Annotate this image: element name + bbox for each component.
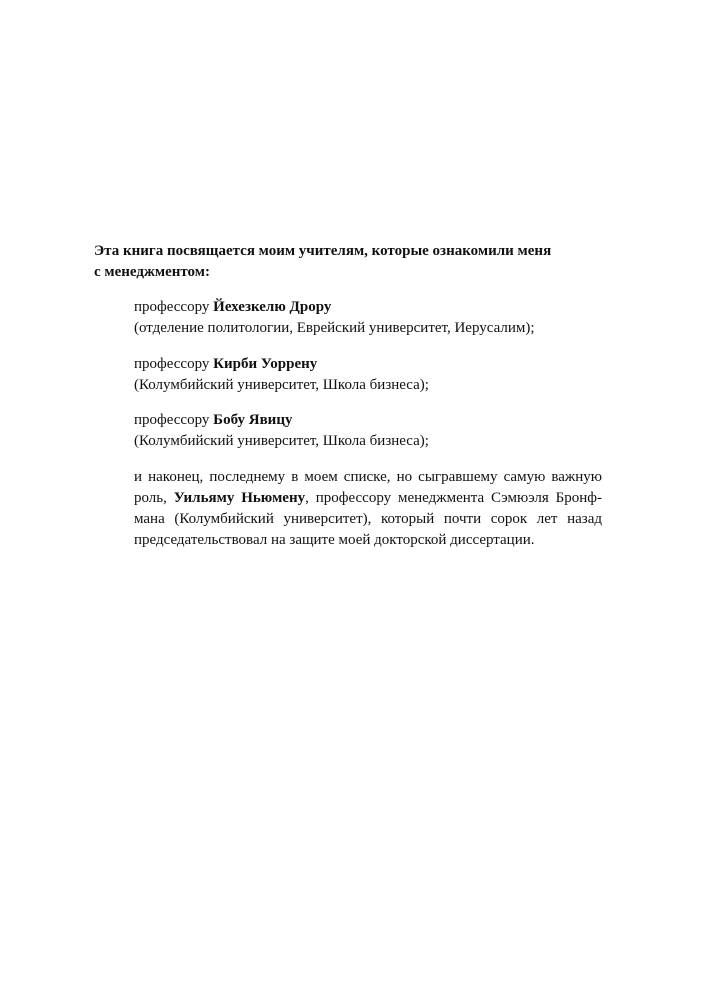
- entry-name: Бобу Явицу: [213, 412, 293, 428]
- final-line-1: и наконец, последнему в моем списке, но сыгравшему самую важную: [134, 469, 602, 485]
- entry-name-line: [134, 354, 602, 375]
- final-name: Уильяму Ньюмену: [173, 490, 306, 506]
- entry-name-line: [134, 410, 602, 431]
- entry-prefix: профессору: [134, 412, 214, 428]
- dedication-entry-dror: [134, 297, 602, 339]
- final-line-2-start: роль,: [134, 490, 174, 506]
- dedication-entry-warren: [134, 354, 602, 396]
- entry-prefix: профессору: [134, 356, 214, 372]
- heading-line-1: Эта книга посвящается моим учителям, которые ознакомили меня: [94, 243, 552, 259]
- entry-affiliation: (отделение политологии, Еврейский университет, Иерусалим);: [134, 320, 535, 336]
- dedication-heading: [94, 241, 614, 283]
- entry-name: Йехезкелю Дрору: [213, 299, 332, 315]
- dedication-final-paragraph: [134, 467, 602, 551]
- final-line-4: председательствовал на защите моей докторской диссертации.: [134, 532, 535, 548]
- entry-prefix: профессору: [134, 299, 214, 315]
- heading-line-2: с менеджментом:: [94, 264, 210, 280]
- entry-affiliation: (Колумбийский университет, Школа бизнеса);: [134, 377, 429, 393]
- entry-affiliation: (Колумбийский университет, Школа бизнеса);: [134, 433, 429, 449]
- entry-name: Кирби Уоррену: [213, 356, 318, 372]
- entry-name-line: [134, 297, 602, 318]
- dedication-entry-yavitz: [134, 410, 602, 452]
- final-line-3: мана (Колумбийский университет), который почти сорок лет назад: [134, 511, 602, 527]
- final-line-2: [134, 488, 602, 509]
- final-line-2-end: , профессору менеджмента Сэмюэля Бронф-: [305, 490, 603, 506]
